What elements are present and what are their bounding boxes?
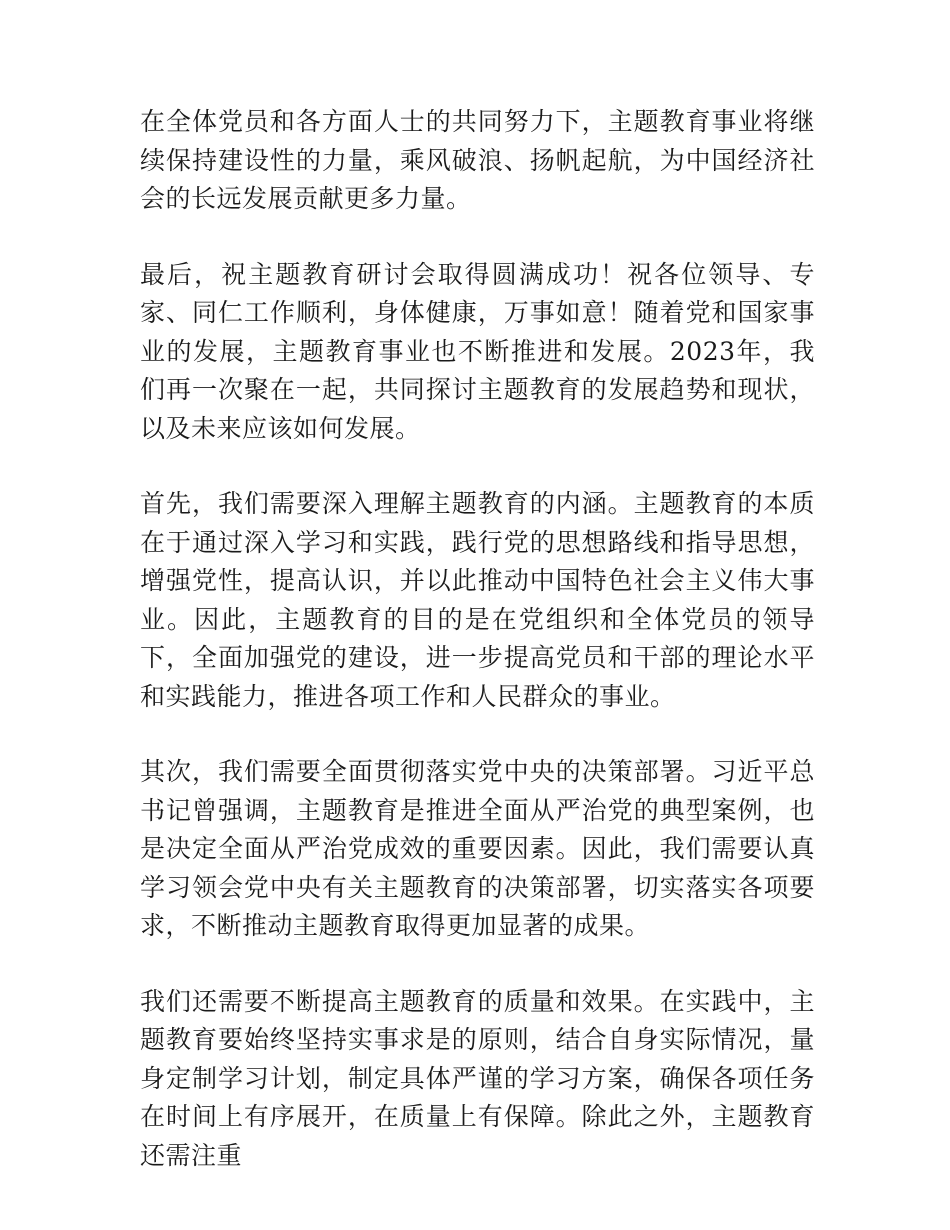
paragraph-1: 在全体党员和各方面人士的共同努力下，主题教育事业将继续保持建设性的力量，乘风破浪、扬帆起航，为中国经济社会的长远发展贡献更多力量。 [140, 107, 815, 213]
document-page [140, 103, 815, 1212]
paragraph-3: 首先，我们需要深入理解主题教育的内涵。主题教育的本质在于通过深入学习和实践，践行党的思想路线和指导思想，增强党性，提高认识，并以此推动中国特色社会主义伟大事业。因此，主题教育的目的是在党组织和全体党员的领导下，全面加强党的建设，进一步提高党员和干部的理论水平和实践能力，推进各项工作和人民群众的事业。 [140, 489, 815, 711]
paragraph-2: 最后，祝主题教育研讨会取得圆满成功！祝各位领导、专家、同仁工作顺利，身体健康，万事如意！随着党和国家事业的发展，主题教育事业也不断推进和发展。2023年，我们再一次聚在一起，共同探讨主题教育的发展趋势和现状，以及未来应该如何发展。 [140, 259, 815, 443]
paragraph-5: 我们还需要不断提高主题教育的质量和效果。在实践中，主题教育要始终坚持实事求是的原则，结合自身实际情况，量身定制学习计划，制定具体严谨的学习方案，确保各项任务在时间上有序展开，在质量上有保障。除此之外，主题教育还需注重 [140, 986, 815, 1170]
paragraph-4: 其次，我们需要全面贯彻落实党中央的决策部署。习近平总书记曾强调，主题教育是推进全面从严治党的典型案例，也是决定全面从严治党成效的重要因素。因此，我们需要认真学习领会党中央有关主题教育的决策部署，切实落实各项要求，不断推动主题教育取得更加显著的成果。 [140, 757, 815, 940]
